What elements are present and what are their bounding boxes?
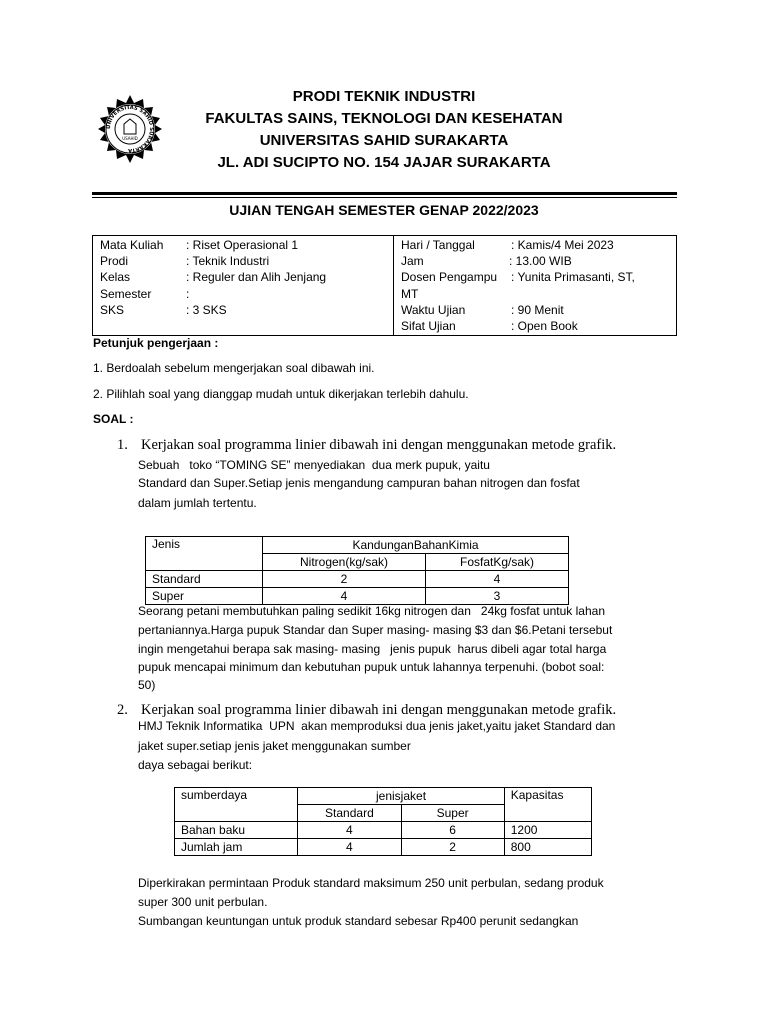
table-cell: 2 <box>401 839 504 856</box>
q2-number: 2. <box>117 702 128 718</box>
instruction-item: 1. Berdoalah sebelum mengerjakan soal dibawah ini. <box>93 361 375 375</box>
exam-info-box <box>92 235 677 336</box>
q2-body-line: Diperkirakan permintaan Produk standard maksimum 250 unit perbulan, sedang produk <box>138 876 604 890</box>
info-value: : Yunita Primasanti, ST, <box>511 270 635 284</box>
info-value: : 13.00 WIB <box>509 254 572 268</box>
info-value: : 3 SKS <box>186 303 227 317</box>
table-header-cell: Kapasitas <box>504 788 591 822</box>
q1-body-line: pupuk mencapai minimum dan kebutuhan pupuk untuk lahannya terpenuhi. (bobot soal: <box>138 660 605 674</box>
info-label: Semester <box>100 287 152 301</box>
q1-intro-line: Standard dan Super.Setiap jenis mengandung campuran bahan nitrogen dan fosfat <box>138 476 580 490</box>
info-label: SKS <box>100 303 125 317</box>
table-cell: 3 <box>426 588 569 605</box>
q1-intro-line: Sebuah toko “TOMING SE” menyediakan dua merk pupuk, yaitu <box>138 458 490 472</box>
info-label: Mata Kuliah <box>100 238 164 252</box>
q1-body-line: Seorang petani membutuhkan paling sedikit 16kg nitrogen dan 24kg fosfat untuk lahan <box>138 604 605 618</box>
table-cell: Standard <box>146 571 263 588</box>
q1-intro-line: dalam jumlah tertentu. <box>138 496 257 510</box>
table-header-cell: Standard <box>298 805 401 822</box>
svg-text:UNIVERSITAS SAHID SURAKARTA: UNIVERSITAS SAHID SURAKARTA <box>105 104 155 154</box>
soal-label: SOAL : <box>93 412 134 426</box>
table-cell: 4 <box>426 571 569 588</box>
q1-body-line: pertaniannya.Harga pupuk Standar dan Super masing- masing $3 dan $6.Petani tersebut <box>138 623 613 637</box>
table-cell: 4 <box>298 822 401 839</box>
info-value: : <box>186 287 190 301</box>
table-header-cell: KandunganBahanKimia <box>263 537 569 554</box>
q2-intro-line: jaket super.setiap jenis jaket menggunakan sumber <box>138 739 411 753</box>
info-value: : Reguler dan Alih Jenjang <box>186 270 327 284</box>
table-cell: 4 <box>263 588 426 605</box>
info-label: Jam <box>401 254 424 268</box>
header-line-1: PRODI TEKNIK INDUSTRI <box>292 88 476 105</box>
table-row <box>175 839 592 856</box>
q2-body-line: super 300 unit perbulan. <box>138 895 268 909</box>
instruction-item: 2. Pilihlah soal yang dianggap mudah untuk dikerjakan terlebih dahulu. <box>93 387 469 401</box>
exam-title: UJIAN TENGAH SEMESTER GENAP 2022/2023 <box>229 202 539 218</box>
q2-intro-line: HMJ Teknik Informatika UPN akan memproduksi dua jenis jaket,yaitu jaket Standard dan <box>138 719 616 733</box>
header-line-2: FAKULTAS SAINS, TEKNOLOGI DAN KESEHATAN <box>205 110 563 127</box>
info-label: Dosen Pengampu <box>401 270 498 284</box>
table-header-cell: jenisjaket <box>298 788 504 805</box>
table-header-cell: Nitrogen(kg/sak) <box>263 554 426 571</box>
table-row <box>175 822 592 839</box>
table-cell: 800 <box>504 839 591 856</box>
table-cell: Jumlah jam <box>175 839 298 856</box>
info-label: Hari / Tanggal <box>401 238 475 252</box>
info-value: : Open Book <box>511 319 578 333</box>
info-value: : Teknik Industri <box>186 254 270 268</box>
svg-text:USAHID: USAHID <box>122 136 138 141</box>
table-cell: Bahan baku <box>175 822 298 839</box>
info-label: Kelas <box>100 270 131 284</box>
q1-body-line: ingin mengetahui berapa sak masing- masing jenis pupuk harus dibeli agar total harga <box>138 642 607 656</box>
info-value: : Kamis/4 Mei 2023 <box>511 238 614 252</box>
header-rule-thin <box>92 197 677 198</box>
table-header-cell: Super <box>401 805 504 822</box>
table-header-cell: Jenis <box>146 537 263 571</box>
table-cell: Super <box>146 588 263 605</box>
info-label: MT <box>401 287 419 301</box>
q2-intro-line: daya sebagai berikut: <box>138 758 253 772</box>
q2-body-line: Sumbangan keuntungan untuk produk standard sebesar Rp400 perunit sedangkan <box>138 914 579 928</box>
q1-heading: Kerjakan soal programma linier dibawah ini dengan menggunakan metode grafik. <box>141 437 617 453</box>
table-cell: 2 <box>263 571 426 588</box>
info-value: : Riset Operasional 1 <box>186 238 299 252</box>
q1-body-line: 50) <box>138 678 156 692</box>
table-cell: 6 <box>401 822 504 839</box>
table-header-cell: FosfatKg/sak) <box>426 554 569 571</box>
q2-resource-table <box>174 787 592 856</box>
table-cell: 1200 <box>504 822 591 839</box>
instructions-heading: Petunjuk pengerjaan : <box>93 336 219 350</box>
header-rule-thick <box>92 192 677 195</box>
q1-number: 1. <box>117 437 128 453</box>
header-line-4: JL. ADI SUCIPTO NO. 154 JAJAR SURAKARTA <box>217 154 551 171</box>
info-value: : 90 Menit <box>511 303 564 317</box>
header-line-3: UNIVERSITAS SAHID SURAKARTA <box>259 132 509 149</box>
info-label: Sifat Ujian <box>401 319 456 333</box>
table-cell: 4 <box>298 839 401 856</box>
info-label: Prodi <box>100 254 129 268</box>
q1-fertilizer-table <box>145 536 569 605</box>
table-header-cell: sumberdaya <box>175 788 298 822</box>
info-label: Waktu Ujian <box>401 303 466 317</box>
q2-heading: Kerjakan soal programma linier dibawah ini dengan menggunakan metode grafik. <box>141 702 617 718</box>
info-right-column <box>394 236 676 335</box>
info-left-column <box>93 236 394 335</box>
table-row <box>146 571 569 588</box>
